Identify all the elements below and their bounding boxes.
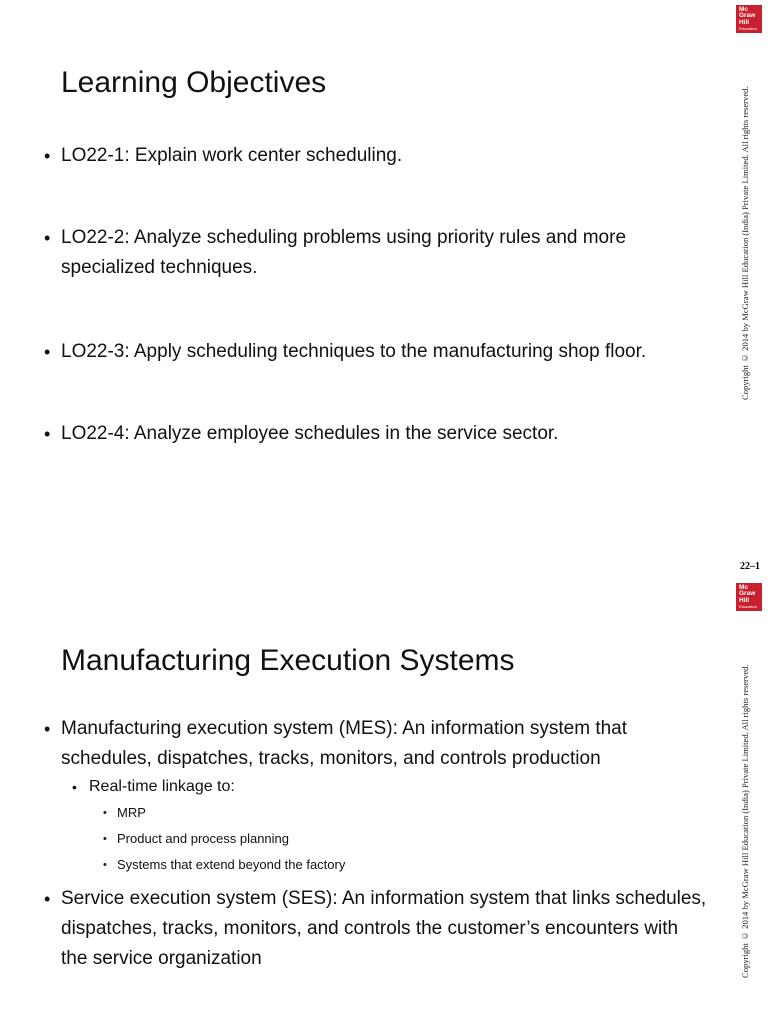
sub-sub-bullet: • Systems that extend beyond the factory [103,852,708,878]
mcgraw-hill-logo [736,5,762,33]
logo-text-education: Education [739,26,757,32]
objective-item: • LO22-3: Apply scheduling techniques to the manufacturing shop floor. [44,337,708,367]
logo-text-graw: Graw [739,590,756,598]
bullet-mes: • Manufacturing execution system (MES): An information system that schedules, dispatches, tracks, monitors, and controls production [44,714,708,774]
bullet-ses: • Service execution system (SES): An information system that links schedules, dispatches, tracks, monitors, and controls the customer’s encounters with the service organization [44,884,708,974]
objectives-list [44,141,708,449]
mes-content-list [44,714,708,974]
logo-text-hill: Hill [739,596,750,604]
sub-bullet-realtime-linkage: • Real-time linkage to: [72,774,708,800]
sub-sub-bullet: • Product and process planning [103,826,708,852]
logo-text-mc: Mc [739,584,749,591]
copyright-notice: Copyright © 2014 by McGraw Hill Education (India) Private Limited. All rights reserved. [740,86,750,400]
sub-sub-bullet: • MRP [103,800,708,826]
slide-title: Learning Objectives [61,66,327,99]
slide-title: Manufacturing Execution Systems [61,644,515,677]
objective-item: • LO22-2: Analyze scheduling problems using priority rules and more specialized techniques. [44,223,708,283]
logo-text-mc: Mc [739,6,749,13]
slide-manufacturing-execution-systems [0,578,768,1024]
mcgraw-hill-logo [736,583,762,611]
logo-text-hill: Hill [739,18,750,26]
page-number: 22–1 [740,561,760,572]
copyright-notice: Copyright © 2014 by McGraw Hill Education (India) Private Limited. All rights reserved. [740,664,750,978]
logo-text-graw: Graw [739,12,756,20]
objective-item: • LO22-1: Explain work center scheduling. [44,141,708,171]
logo-text-education: Education [739,604,757,610]
objective-item: • LO22-4: Analyze employee schedules in the service sector. [44,419,708,449]
